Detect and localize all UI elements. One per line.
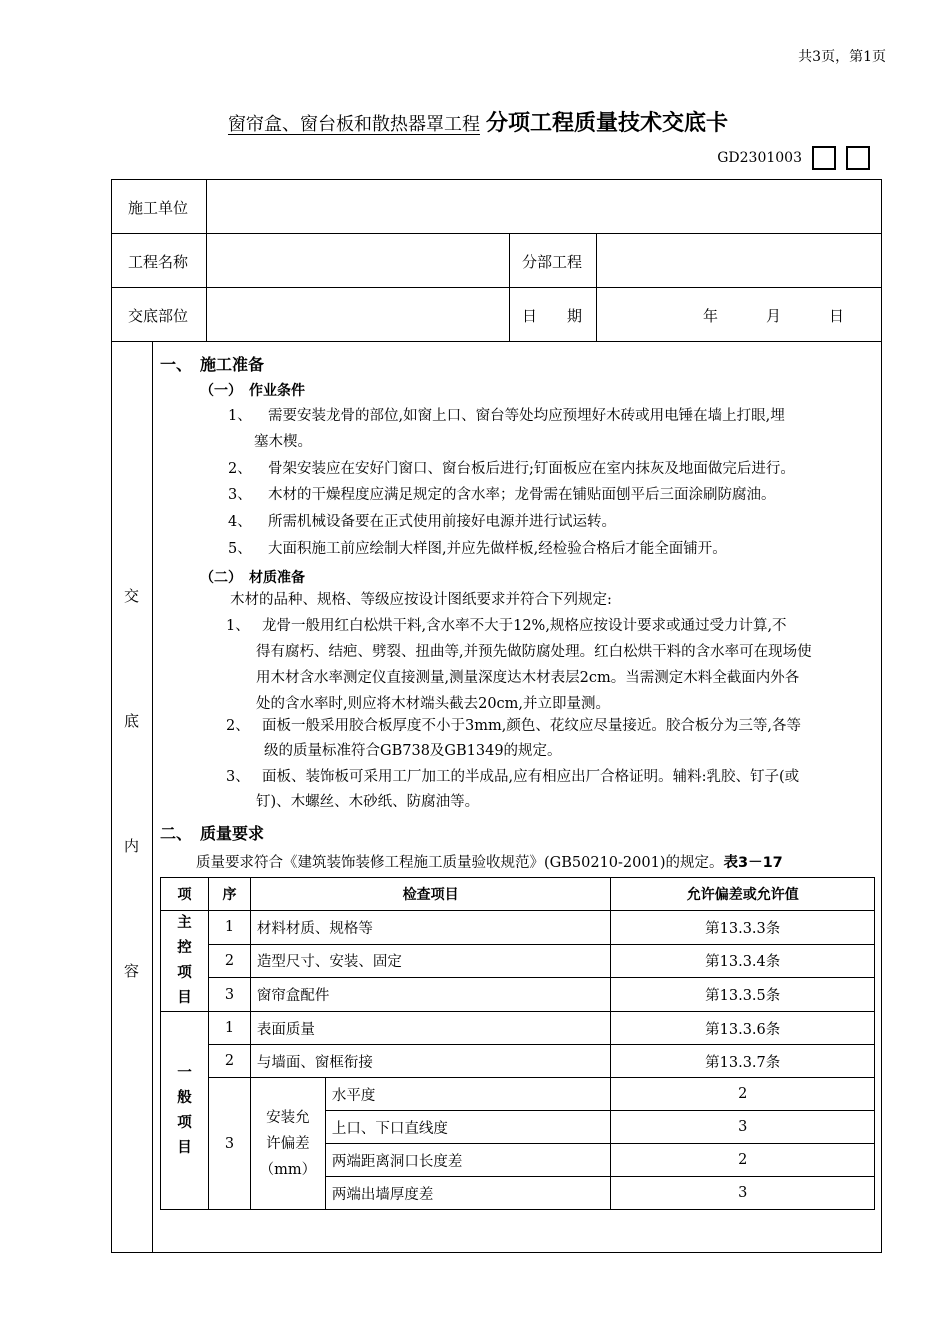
list-item-text: 骨架安装应在安好门窗口、窗台板后进行;钉面板应在室内抹灰及地面做完后进行。 (268, 461, 795, 477)
quality-table (160, 877, 875, 1210)
row-value: 第13.3.4条 (611, 944, 875, 978)
title-main: 分项工程质量技术交底卡 (485, 111, 728, 136)
col-divider (509, 233, 510, 341)
label-construction-unit: 施工单位 (128, 199, 189, 217)
date-year: 年 (703, 307, 719, 325)
table-row (161, 911, 875, 945)
doc-code: GD2301003 (717, 150, 802, 166)
group-general: 一般项目 (161, 1012, 209, 1210)
date-day: 日 (829, 307, 845, 325)
list-item-text: 大面积施工前应绘制大样图,并应先做样板,经检验合格后才能全面铺开。 (268, 541, 727, 557)
row-divider (111, 341, 882, 342)
list-item-num: 5、 (228, 541, 252, 557)
header-seq: 序 (208, 878, 250, 911)
row-seq: 3 (208, 978, 250, 1012)
side-label-char: 容 (124, 962, 140, 980)
label-sub-project: 分部工程 (522, 253, 583, 271)
list-item-num: 2、 (226, 718, 250, 734)
page-title (0, 106, 950, 137)
list-item-text: 用木材含水率测定仪直接测量,测量深度达木材表层2cm。当需测定木料全截面内外各 (256, 670, 800, 686)
side-label-char: 交 (124, 587, 140, 605)
row-seq: 2 (208, 1045, 250, 1078)
table-row (161, 1045, 875, 1078)
handover-part-field[interactable] (212, 293, 504, 337)
title-subject: 窗帘盒、窗台板和散热器罩工程 (227, 114, 480, 135)
row-seq: 1 (208, 1012, 250, 1045)
list-item-text: 木材的干燥程度应满足规定的含水率；龙骨需在铺贴面刨平后三面涂刷防腐油。 (268, 487, 776, 503)
checkbox-2[interactable] (846, 146, 870, 170)
table-row (161, 1078, 875, 1111)
row-item: 造型尺寸、安装、固定 (250, 944, 610, 978)
label-date: 日 期 (522, 307, 583, 325)
section-heading-preparation: 一、 施工准备 (160, 355, 265, 374)
row-seq: 2 (208, 944, 250, 978)
list-item-text: 需要安装龙骨的部位,如窗上口、窗台等处均应预埋好木砖或用电锤在墙上打眼,埋 (268, 408, 785, 424)
row-value: 第13.3.7条 (611, 1045, 875, 1078)
row-seq: 1 (208, 911, 250, 945)
row-value: 3 (611, 1177, 875, 1210)
label-project-name: 工程名称 (128, 253, 189, 271)
list-item-num: 1、 (226, 618, 250, 634)
tolerance-label: 安装允 许偏差 （mm） (250, 1078, 325, 1210)
table-row (161, 978, 875, 1012)
subheading-work-conditions: （一） 作业条件 (200, 383, 305, 399)
row-divider (111, 233, 882, 234)
subheading-materials: （二） 材质准备 (200, 570, 305, 586)
list-item-text: 面板一般采用胶合板厚度不小于3mm,颜色、花纹应尽量接近。胶合板分为三等,各等 (262, 718, 801, 734)
col-divider (206, 179, 207, 341)
row-item: 两端距离洞口长度差 (325, 1144, 611, 1177)
list-item-num: 2、 (228, 461, 252, 477)
table-row (161, 1012, 875, 1045)
checkbox-1[interactable] (812, 146, 836, 170)
side-divider (152, 341, 153, 1253)
group-main-control: 主控项目 (161, 911, 209, 1012)
list-item-text: 面板、装饰板可采用工厂加工的半成品,应有相应出厂合格证明。辅料:乳胶、钉子(或 (262, 769, 800, 785)
materials-intro: 木材的品种、规格、等级应按设计图纸要求并符合下列规定: (230, 592, 612, 608)
row-value: 2 (611, 1078, 875, 1111)
row-value: 3 (611, 1111, 875, 1144)
list-item-text: 处的含水率时,则应将木材端头截去20cm,并立即量测。 (256, 696, 611, 712)
row-divider (111, 287, 882, 288)
label-handover-part: 交底部位 (128, 307, 189, 325)
row-item: 上口、下口直线度 (325, 1111, 611, 1144)
row-value: 第13.3.3条 (611, 911, 875, 945)
header-item-group: 项 (161, 878, 209, 911)
date-month: 月 (766, 307, 782, 325)
row-value: 第13.3.6条 (611, 1012, 875, 1045)
list-item-text: 所需机械设备要在正式使用前接好电源并进行试运转。 (268, 514, 616, 530)
list-item-text: 钉)、木螺丝、木砂纸、防腐油等。 (256, 794, 480, 810)
row-item: 水平度 (325, 1078, 611, 1111)
header-check-item: 检查项目 (250, 878, 610, 911)
sub-project-field[interactable] (602, 239, 876, 283)
table-header-row (161, 878, 875, 911)
list-item-text: 级的质量标准符合GB738及GB1349的规定。 (264, 743, 562, 759)
row-item: 窗帘盒配件 (250, 978, 610, 1012)
list-item-num: 1、 (228, 408, 252, 424)
col-divider (596, 233, 597, 341)
list-item-text: 塞木楔。 (254, 434, 312, 450)
page-info: 共3页，第1页 (798, 49, 886, 65)
list-item-text: 得有腐朽、结疤、劈裂、扭曲等,并预先做防腐处理。红白松烘干料的含水率可在现场使 (256, 644, 812, 660)
doc-code-row (717, 146, 870, 170)
row-item: 与墙面、窗框衔接 (250, 1045, 610, 1078)
row-value: 第13.3.5条 (611, 978, 875, 1012)
side-label-char: 底 (124, 712, 140, 730)
row-item: 两端出墙厚度差 (325, 1177, 611, 1210)
project-name-field[interactable] (212, 239, 504, 283)
side-label-char: 内 (124, 837, 140, 855)
row-item: 材料材质、规格等 (250, 911, 610, 945)
header-tolerance: 允许偏差或允许值 (611, 878, 875, 911)
table-ref: 表3－17 (723, 855, 783, 871)
list-item-num: 3、 (228, 487, 252, 503)
row-item: 表面质量 (250, 1012, 610, 1045)
list-item-num: 3、 (226, 769, 250, 785)
row-seq: 3 (208, 1078, 250, 1210)
list-item-num: 4、 (228, 514, 252, 530)
section-heading-quality: 二、 质量要求 (160, 824, 265, 843)
row-value: 2 (611, 1144, 875, 1177)
quality-intro: 质量要求符合《建筑装饰装修工程施工质量验收规范》(GB50210-2001)的规定。表3－17 (196, 855, 783, 871)
construction-unit-field[interactable] (212, 185, 874, 229)
list-item-text: 龙骨一般用红白松烘干料,含水率不大于12%,规格应按设计要求或通过受力计算,不 (262, 618, 787, 634)
table-row (161, 944, 875, 978)
